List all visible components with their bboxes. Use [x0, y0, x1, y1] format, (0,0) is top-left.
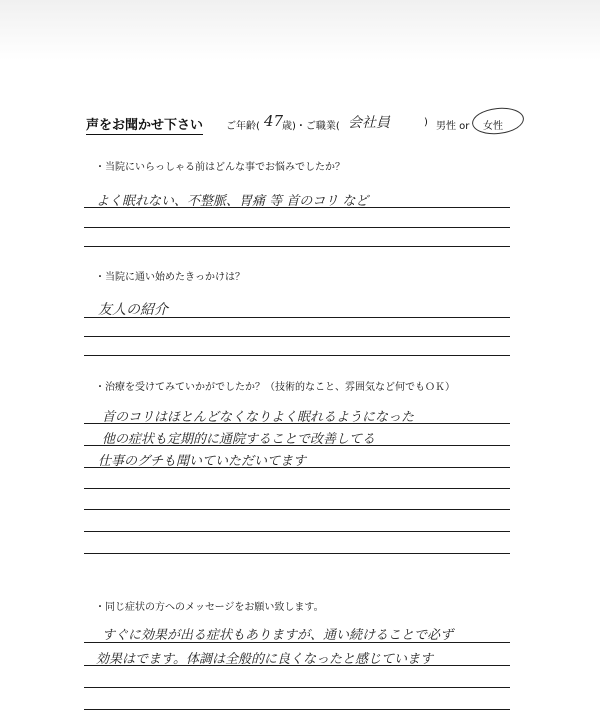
answer-rule — [84, 531, 510, 532]
gender-female: 女性 — [483, 121, 503, 132]
answer-3-line-1: 首のコリはほとんどなくなりよく眠れるようになった — [102, 410, 415, 425]
age-label: ご年齢( — [226, 121, 260, 132]
question-3: ・治療を受けてみていかがでしたか？（技術的なこと、雰囲気など何でもＯＫ） — [95, 382, 455, 393]
answer-4-line-1: すぐに効果が出る症状もありますが、通い続けることで必ず — [102, 628, 454, 643]
answer-rule — [84, 317, 510, 318]
answer-3-line-3: 仕事のグチも聞いていただいてます — [98, 454, 307, 469]
answer-rule — [84, 207, 510, 208]
answer-2-line-1: 友人の紹介 — [98, 302, 168, 318]
question-1: ・当院にいらっしゃる前はどんな事でお悩みでしたか？ — [95, 162, 345, 173]
job-value: 会社員 — [348, 115, 390, 131]
answer-rule — [84, 665, 510, 666]
answer-rule — [84, 227, 510, 228]
answer-rule — [84, 642, 510, 643]
answer-rule — [84, 355, 510, 356]
gender-male: 男性 or — [436, 121, 470, 132]
answer-rule — [84, 336, 510, 337]
scan-shadow — [0, 0, 600, 60]
question-2: ・当院に通い始めたきっかけは？ — [95, 272, 245, 283]
answer-4-line-2: 効果はでます。体調は全般的に良くなったと感じています — [96, 652, 433, 667]
answer-rule — [84, 488, 510, 489]
form-header — [86, 114, 566, 138]
job-close: ) — [424, 117, 428, 128]
age-value: 47 — [264, 112, 284, 130]
question-4: ・同じ症状の方へのメッセージをお願い致します。 — [95, 602, 324, 613]
answer-rule — [84, 509, 510, 510]
answer-rule — [84, 423, 510, 424]
gender-circle-mark — [471, 105, 525, 136]
answer-rule — [84, 445, 510, 446]
answer-rule — [84, 467, 510, 468]
answer-rule — [84, 709, 510, 710]
form-title: 声をお聞かせ下さい — [86, 114, 203, 135]
answer-rule — [84, 246, 510, 247]
answer-rule — [84, 553, 510, 554]
answer-1-line-1: よく眠れない、不整脈、胃痛 等 首のコリ など — [96, 194, 369, 209]
answer-rule — [84, 687, 510, 688]
job-label: 歳)・ご職業( — [282, 121, 340, 132]
answer-3-line-2: 他の症状も定期的に通院することで改善してる — [102, 432, 376, 447]
